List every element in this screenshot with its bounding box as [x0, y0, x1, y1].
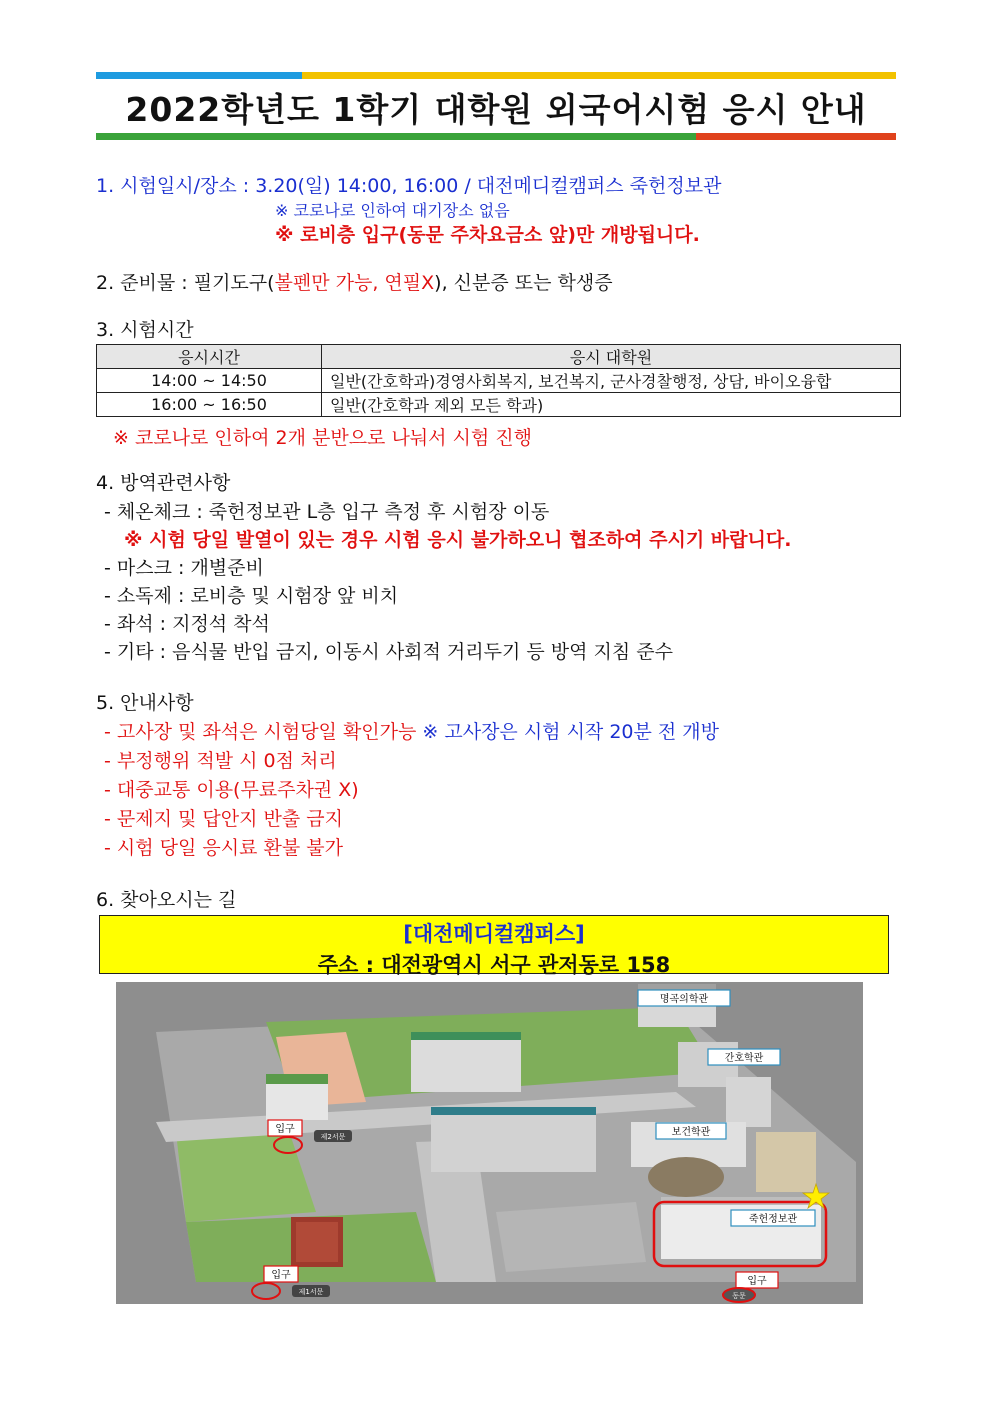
building-red-roof	[291, 1217, 343, 1267]
section-4-item: - 소독제 : 로비층 및 시험장 앞 비치	[104, 585, 399, 607]
label-health	[656, 1123, 726, 1139]
svg-text:죽헌정보관: 죽헌정보관	[748, 1214, 798, 1225]
section-2-pen-only: 볼펜만 가능, 연필X	[274, 272, 435, 294]
table-row	[97, 369, 901, 393]
document-title-banner	[96, 72, 896, 140]
section-5-label: 5. 안내사항	[96, 692, 194, 714]
section-4-item: - 체온체크 : 죽헌정보관 L층 입구 측정 후 시험장 이동	[104, 501, 550, 523]
building-main-hospital	[411, 1032, 521, 1092]
section-1-line	[96, 171, 721, 198]
section-5-item-text: - 고사장 및 좌석은 시험당일 확인가능	[104, 721, 423, 743]
section-5-item: - 대중교통 이용(무료주차권 X)	[104, 779, 359, 801]
svg-text:입구: 입구	[271, 1270, 291, 1281]
building-center	[431, 1107, 596, 1172]
svg-text:입구: 입구	[747, 1276, 767, 1287]
svg-text:동문: 동문	[732, 1292, 746, 1300]
section-6-label: 6. 찾아오시는 길	[96, 889, 237, 911]
section-5-item-note: ※ 고사장은 시험 시작 20분 전 개방	[422, 721, 719, 743]
section-1-label: 1. 시험일시/장소 :	[96, 175, 256, 197]
section-4-item: - 마스크 : 개별준비	[104, 557, 264, 579]
svg-text:입구: 입구	[275, 1124, 295, 1135]
section-3-label: 3. 시험시간	[96, 319, 194, 341]
title-bottom-bar	[96, 133, 896, 140]
document-title: 2022학년도 1학기 대학원 외국어시험 응시 안내	[125, 90, 867, 129]
label-jukheon	[731, 1210, 815, 1226]
table-row	[97, 393, 901, 417]
table-header: 응시시간	[97, 345, 322, 369]
exam-time-table	[96, 344, 901, 417]
section-4-item: - 좌석 : 지정석 착석	[104, 613, 270, 635]
section-1-value: 3.20(일) 14:00, 16:00 / 대전메디컬캠퍼스 죽헌정보관	[255, 175, 722, 197]
section-4-label: 4. 방역관련사항	[96, 472, 231, 494]
svg-text:제1서문: 제1서문	[298, 1288, 324, 1296]
section-2-rest: ), 신분증 또는 학생증	[434, 272, 613, 294]
label-nursing	[708, 1049, 780, 1065]
section-5-item	[104, 717, 719, 744]
section-1-warning: ※ 로비층 입구(동문 주차요금소 앞)만 개방됩니다.	[275, 224, 700, 246]
svg-text:보건학관: 보건학관	[671, 1127, 711, 1138]
table-cell-programs: 일반(간호학과 제외 모든 학과)	[322, 393, 901, 417]
dome	[648, 1157, 724, 1197]
address-box	[99, 915, 889, 977]
section-5-item: - 부정행위 적발 시 0점 처리	[104, 750, 337, 772]
section-2-label: 2. 준비물 : 필기도구(	[96, 272, 275, 294]
building-top-left	[266, 1074, 328, 1120]
table-header-row	[97, 345, 901, 369]
svg-text:명곡의학관: 명곡의학관	[659, 994, 709, 1005]
section-5-item: - 시험 당일 응시료 환불 불가	[104, 837, 343, 859]
building-jukheon	[661, 1197, 821, 1259]
label-myeonggok	[638, 990, 730, 1006]
address-text: 주소 : 대전광역시 서구 관저동로 158	[317, 953, 671, 977]
section-4-warning: ※ 시험 당일 발열이 있는 경우 시험 응시 불가하오니 협조하여 주시기 바랍니다.	[124, 529, 792, 551]
table-cell-programs: 일반(간호학과)경영사회복지, 보건복지, 군사경찰행정, 상담, 바이오융합	[322, 369, 901, 393]
table-cell-time: 14:00 ~ 14:50	[97, 369, 322, 393]
table-header: 응시 대학원	[322, 345, 901, 369]
section-1-note: ※ 코로나로 인하여 대기장소 없음	[275, 201, 510, 220]
section-2-line	[96, 268, 613, 295]
table-cell-time: 16:00 ~ 16:50	[97, 393, 322, 417]
title-top-bar	[96, 72, 896, 79]
svg-text:간호학관: 간호학관	[724, 1053, 764, 1064]
section-3-note: ※ 코로나로 인하여 2개 분반으로 나눠서 시험 진행	[113, 427, 533, 449]
campus-name: [대전메디컬캠퍼스]	[403, 922, 585, 946]
svg-text:제2서문: 제2서문	[320, 1133, 346, 1141]
section-5-item: - 문제지 및 답안지 반출 금지	[104, 808, 343, 830]
section-4-item: - 기타 : 음식물 반입 금지, 이동시 사회적 거리두기 등 방역 지침 준수	[104, 641, 673, 663]
campus-map	[116, 982, 863, 1304]
